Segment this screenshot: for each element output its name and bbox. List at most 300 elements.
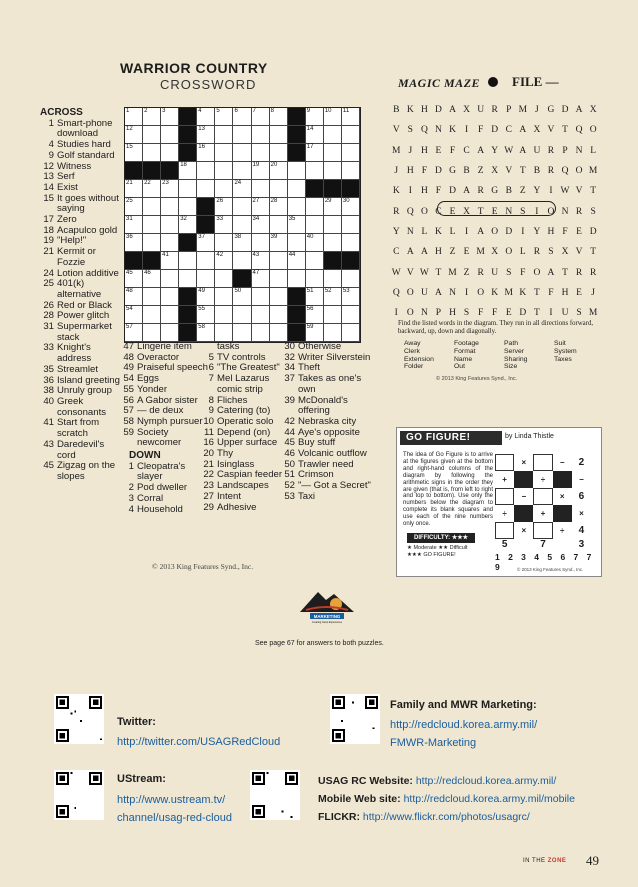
grid-cell[interactable] [233, 288, 251, 306]
maze-letter[interactable]: N [420, 308, 429, 319]
maze-letter[interactable]: S [463, 308, 470, 319]
grid-cell[interactable] [252, 216, 270, 234]
grid-cell[interactable] [161, 252, 179, 270]
grid-cell[interactable] [233, 306, 251, 324]
maze-letter[interactable]: B [393, 105, 400, 116]
maze-letter[interactable]: D [589, 226, 598, 237]
grid-cell[interactable] [179, 216, 197, 234]
maze-letter[interactable]: Y [491, 145, 499, 156]
answer-square[interactable] [495, 522, 514, 539]
maze-letter[interactable]: F [562, 226, 569, 237]
maze-letter[interactable]: A [575, 105, 583, 116]
fmwr-link[interactable]: http://redcloud.korea.army.mil/ [390, 719, 538, 731]
maze-letter[interactable]: S [407, 125, 414, 136]
maze-letter[interactable]: K [406, 105, 415, 116]
maze-letter[interactable]: A [519, 145, 527, 156]
grid-cell[interactable] [270, 216, 288, 234]
maze-letter[interactable]: J [394, 166, 399, 177]
grid-cell[interactable] [125, 306, 143, 324]
grid-cell[interactable] [270, 234, 288, 252]
grid-cell[interactable] [270, 108, 288, 126]
maze-letter[interactable]: E [463, 247, 470, 258]
maze-letter[interactable]: U [561, 308, 569, 319]
grid-cell[interactable] [179, 180, 197, 198]
maze-letter[interactable]: B [505, 186, 513, 197]
maze-letter[interactable]: Z [477, 166, 485, 177]
grid-cell[interactable] [233, 126, 251, 144]
fmwr-link[interactable]: FMWR-Marketing [390, 737, 477, 749]
maze-letter[interactable]: H [435, 247, 443, 258]
maze-letter[interactable]: H [420, 145, 429, 156]
maze-letter[interactable]: E [576, 226, 583, 237]
maze-letter[interactable]: I [394, 308, 399, 319]
maze-letter[interactable]: C [393, 247, 400, 258]
grid-cell[interactable] [125, 108, 143, 126]
maze-letter[interactable]: K [449, 125, 457, 136]
maze-letter[interactable]: N [505, 206, 513, 217]
grid-cell[interactable] [143, 198, 161, 216]
maze-letter[interactable]: U [533, 145, 541, 156]
maze-letter[interactable]: Q [406, 206, 415, 217]
maze-letter[interactable]: S [590, 206, 597, 217]
answer-square[interactable] [495, 454, 514, 471]
grid-cell[interactable] [324, 234, 342, 252]
maze-letter[interactable]: I [464, 226, 469, 237]
crossword-grid[interactable] [124, 107, 361, 343]
maze-letter[interactable]: O [547, 206, 555, 217]
answer-square[interactable] [533, 454, 552, 471]
grid-cell[interactable] [233, 234, 251, 252]
grid-cell[interactable] [125, 180, 143, 198]
maze-letter[interactable]: D [561, 105, 569, 116]
maze-letter[interactable]: I [535, 206, 539, 217]
maze-letter[interactable]: Y [533, 186, 541, 197]
grid-cell[interactable] [143, 180, 161, 198]
maze-letter[interactable]: V [406, 267, 415, 278]
maze-letter[interactable]: X [491, 247, 499, 258]
grid-cell[interactable] [143, 126, 161, 144]
maze-letter[interactable]: G [547, 105, 555, 116]
maze-letter[interactable]: S [548, 247, 555, 258]
maze-letter[interactable]: R [575, 267, 583, 278]
grid-cell[interactable] [143, 234, 161, 252]
grid-cell[interactable] [252, 270, 270, 288]
maze-letter[interactable]: E [505, 308, 513, 319]
maze-letter[interactable]: T [435, 267, 442, 278]
maze-letter[interactable]: U [477, 105, 485, 116]
grid-cell[interactable] [161, 180, 179, 198]
maze-letter[interactable]: G [449, 166, 457, 177]
grid-cell[interactable] [252, 252, 270, 270]
grid-cell[interactable] [252, 108, 270, 126]
ustream-link[interactable]: http://www.ustream.tv/ [117, 794, 226, 806]
grid-cell[interactable] [342, 126, 360, 144]
maze-letter[interactable]: O [533, 267, 541, 278]
maze-letter[interactable]: A [477, 226, 485, 237]
grid-cell[interactable] [233, 324, 251, 342]
maze-letter[interactable]: I [521, 226, 525, 237]
grid-cell[interactable] [233, 252, 251, 270]
grid-cell[interactable] [179, 198, 197, 216]
grid-cell[interactable] [306, 198, 324, 216]
grid-cell[interactable] [342, 216, 360, 234]
grid-cell[interactable] [252, 288, 270, 306]
maze-letter[interactable]: I [549, 186, 554, 197]
maze-letter[interactable]: M [588, 166, 598, 177]
grid-cell[interactable] [270, 144, 288, 162]
maze-letter[interactable]: F [449, 145, 456, 156]
grid-cell[interactable] [179, 270, 197, 288]
maze-letter[interactable]: P [562, 145, 569, 156]
ustream-link[interactable]: channel/usag-red-cloud [117, 812, 232, 824]
grid-cell[interactable] [161, 324, 179, 342]
maze-letter[interactable]: Y [533, 226, 541, 237]
grid-cell[interactable] [215, 216, 233, 234]
grid-cell[interactable] [197, 270, 215, 288]
maze-letter[interactable]: O [505, 247, 513, 258]
grid-cell[interactable] [215, 108, 233, 126]
grid-cell[interactable] [125, 126, 143, 144]
maze-letter[interactable]: V [392, 125, 401, 136]
maze-letter[interactable]: M [476, 247, 486, 258]
grid-cell[interactable] [197, 126, 215, 144]
maze-letter[interactable]: L [421, 226, 428, 237]
grid-cell[interactable] [288, 234, 306, 252]
grid-cell[interactable] [197, 324, 215, 342]
grid-cell[interactable] [324, 144, 342, 162]
maze-letter[interactable]: T [590, 186, 597, 197]
maze-letter[interactable]: F [548, 287, 555, 298]
grid-cell[interactable] [306, 108, 324, 126]
grid-cell[interactable] [270, 126, 288, 144]
maze-letter[interactable]: M [392, 145, 401, 156]
grid-cell[interactable] [125, 288, 143, 306]
maze-letter[interactable]: O [575, 166, 583, 177]
maze-letter[interactable]: H [420, 105, 429, 116]
grid-cell[interactable] [197, 108, 215, 126]
maze-letter[interactable]: M [588, 308, 598, 319]
grid-cell[interactable] [342, 162, 360, 180]
maze-letter[interactable]: I [464, 125, 469, 136]
grid-cell[interactable] [306, 162, 324, 180]
grid-cell[interactable] [143, 108, 161, 126]
maze-letter[interactable]: N [435, 125, 443, 136]
grid-cell[interactable] [270, 162, 288, 180]
maze-letter[interactable]: W [419, 267, 430, 278]
grid-cell[interactable] [324, 108, 342, 126]
twitter-link[interactable]: http://twitter.com/USAGRedCloud [117, 736, 281, 748]
maze-letter[interactable]: K [519, 287, 527, 298]
maze-letter[interactable]: H [561, 287, 569, 298]
maze-letter[interactable]: H [406, 166, 415, 177]
maze-letter[interactable]: I [464, 287, 469, 298]
maze-letter[interactable]: T [533, 287, 541, 298]
grid-cell[interactable] [270, 252, 288, 270]
maze-letter[interactable]: A [420, 247, 429, 258]
grid-cell[interactable] [125, 216, 143, 234]
maze-letter[interactable]: I [549, 308, 554, 319]
grid-cell[interactable] [215, 180, 233, 198]
grid-cell[interactable] [324, 288, 342, 306]
grid-cell[interactable] [215, 126, 233, 144]
maze-letter[interactable]: E [491, 206, 499, 217]
grid-cell[interactable] [233, 180, 251, 198]
maze-letter[interactable]: I [408, 186, 413, 197]
grid-cell[interactable] [342, 108, 360, 126]
maze-letter[interactable]: X [533, 125, 541, 136]
maze-letter[interactable]: R [533, 247, 541, 258]
grid-cell[interactable] [143, 324, 161, 342]
maze-letter[interactable]: Z [463, 267, 470, 278]
grid-cell[interactable] [215, 234, 233, 252]
grid-cell[interactable] [197, 234, 215, 252]
maze-letter[interactable]: R [477, 267, 485, 278]
qr-code-fmwr[interactable] [330, 694, 380, 744]
grid-cell[interactable] [197, 144, 215, 162]
grid-cell[interactable] [252, 180, 270, 198]
maze-letter[interactable]: X [491, 166, 499, 177]
maze-letter[interactable]: P [506, 105, 512, 116]
grid-cell[interactable] [215, 288, 233, 306]
maze-letter[interactable]: E [435, 145, 442, 156]
maze-letter[interactable]: S [506, 267, 512, 278]
qr-code-website[interactable] [250, 770, 300, 820]
maze-letter[interactable]: L [590, 145, 597, 156]
answer-square[interactable] [533, 488, 552, 505]
grid-cell[interactable] [342, 198, 360, 216]
maze-letter[interactable]: H [420, 186, 429, 197]
grid-cell[interactable] [252, 324, 270, 342]
maze-letter[interactable]: J [535, 105, 540, 116]
grid-cell[interactable] [161, 234, 179, 252]
maze-letter[interactable]: W [560, 186, 570, 197]
maze-letter[interactable]: T [533, 308, 541, 319]
grid-cell[interactable] [252, 306, 270, 324]
maze-letter[interactable]: F [477, 125, 484, 136]
grid-cell[interactable] [342, 144, 360, 162]
maze-letter[interactable]: Z [449, 247, 456, 258]
maze-letter[interactable]: Z [519, 186, 527, 197]
maze-letter[interactable]: W [391, 267, 402, 278]
maze-letter[interactable]: O [406, 308, 415, 319]
grid-cell[interactable] [342, 288, 360, 306]
maze-letter[interactable]: N [561, 206, 569, 217]
mobile-link[interactable]: http://redcloud.korea.army.mil/mobile [403, 793, 575, 805]
grid-cell[interactable] [252, 126, 270, 144]
grid-cell[interactable] [306, 216, 324, 234]
grid-cell[interactable] [342, 234, 360, 252]
maze-letter[interactable]: T [562, 267, 569, 278]
grid-cell[interactable] [270, 324, 288, 342]
maze-letter[interactable]: W [504, 145, 514, 156]
maze-letter[interactable]: B [533, 166, 541, 177]
grid-cell[interactable] [288, 180, 306, 198]
grid-cell[interactable] [215, 162, 233, 180]
maze-letter[interactable]: O [477, 287, 485, 298]
grid-cell[interactable] [161, 198, 179, 216]
grid-cell[interactable] [197, 306, 215, 324]
grid-cell[interactable] [306, 144, 324, 162]
maze-letter[interactable]: N [406, 226, 415, 237]
maze-letter[interactable]: U [491, 267, 499, 278]
grid-cell[interactable] [306, 288, 324, 306]
grid-cell[interactable] [233, 162, 251, 180]
grid-cell[interactable] [125, 324, 143, 342]
maze-letter[interactable]: A [463, 186, 471, 197]
grid-cell[interactable] [161, 216, 179, 234]
grid-cell[interactable] [179, 162, 197, 180]
grid-cell[interactable] [215, 198, 233, 216]
maze-letter[interactable]: D [519, 308, 527, 319]
maze-letter[interactable]: T [477, 206, 485, 217]
maze-letter[interactable]: S [576, 308, 583, 319]
maze-letter[interactable]: L [519, 247, 527, 258]
grid-cell[interactable] [161, 144, 179, 162]
maze-letter[interactable]: Y [392, 226, 401, 237]
grid-cell[interactable] [233, 198, 251, 216]
maze-letter[interactable]: C [435, 206, 443, 217]
grid-cell[interactable] [252, 198, 270, 216]
maze-letter[interactable]: R [393, 206, 400, 217]
maze-letter[interactable]: H [449, 308, 457, 319]
grid-cell[interactable] [270, 198, 288, 216]
maze-letter[interactable]: D [435, 105, 443, 116]
grid-cell[interactable] [143, 288, 161, 306]
qr-code-twitter[interactable] [54, 694, 104, 744]
grid-cell[interactable] [233, 216, 251, 234]
grid-cell[interactable] [233, 108, 251, 126]
maze-letter[interactable]: F [492, 308, 498, 319]
maze-letter[interactable]: R [547, 145, 555, 156]
maze-letter[interactable]: X [463, 206, 471, 217]
maze-letter[interactable]: F [435, 186, 442, 197]
grid-cell[interactable] [197, 162, 215, 180]
answer-square[interactable] [495, 488, 514, 505]
grid-cell[interactable] [143, 216, 161, 234]
grid-cell[interactable] [179, 252, 197, 270]
grid-cell[interactable] [270, 180, 288, 198]
grid-cell[interactable] [324, 126, 342, 144]
grid-cell[interactable] [252, 234, 270, 252]
maze-letter[interactable]: V [547, 125, 555, 136]
maze-letter[interactable]: O [420, 206, 429, 217]
grid-cell[interactable] [197, 180, 215, 198]
website-link[interactable]: http://redcloud.korea.army.mil/ [415, 775, 557, 787]
grid-cell[interactable] [306, 306, 324, 324]
maze-letter[interactable]: N [575, 145, 583, 156]
grid-cell[interactable] [143, 144, 161, 162]
grid-cell[interactable] [143, 306, 161, 324]
maze-letter[interactable]: D [505, 226, 513, 237]
maze-letter[interactable]: Q [392, 287, 401, 298]
grid-cell[interactable] [342, 306, 360, 324]
maze-letter[interactable]: R [575, 206, 583, 217]
qr-code-ustream[interactable] [54, 770, 104, 820]
grid-cell[interactable] [161, 306, 179, 324]
maze-letter[interactable]: J [408, 145, 413, 156]
maze-letter[interactable]: E [449, 206, 456, 217]
maze-letter[interactable]: Q [420, 125, 429, 136]
grid-cell[interactable] [161, 270, 179, 288]
grid-cell[interactable] [288, 216, 306, 234]
maze-letter[interactable]: K [392, 186, 401, 197]
maze-letter[interactable]: H [547, 226, 555, 237]
grid-cell[interactable] [215, 306, 233, 324]
maze-letter[interactable]: F [520, 267, 526, 278]
grid-cell[interactable] [288, 270, 306, 288]
grid-cell[interactable] [125, 144, 143, 162]
maze-letter[interactable]: R [589, 267, 597, 278]
maze-letter[interactable]: S [520, 206, 526, 217]
maze-letter[interactable]: U [420, 287, 429, 298]
grid-cell[interactable] [270, 288, 288, 306]
maze-letter[interactable]: X [561, 247, 569, 258]
maze-letter[interactable]: D [435, 166, 443, 177]
grid-cell[interactable] [342, 270, 360, 288]
maze-letter[interactable]: D [449, 186, 457, 197]
grid-cell[interactable] [125, 270, 143, 288]
grid-cell[interactable] [125, 198, 143, 216]
grid-cell[interactable] [233, 144, 251, 162]
grid-cell[interactable] [306, 324, 324, 342]
grid-cell[interactable] [143, 270, 161, 288]
maze-letter[interactable]: R [477, 186, 485, 197]
maze-letter[interactable]: A [406, 247, 415, 258]
maze-letter[interactable]: O [491, 226, 499, 237]
maze-letter[interactable]: B [463, 166, 471, 177]
grid-cell[interactable] [197, 288, 215, 306]
maze-letter[interactable]: A [519, 125, 527, 136]
maze-letter[interactable]: X [463, 105, 471, 116]
maze-letter[interactable]: M [518, 105, 528, 116]
maze-letter[interactable]: A [435, 287, 443, 298]
grid-cell[interactable] [215, 324, 233, 342]
maze-letter[interactable]: F [421, 166, 428, 177]
maze-letter[interactable]: K [491, 287, 499, 298]
maze-letter[interactable]: Q [575, 125, 583, 136]
grid-cell[interactable] [324, 198, 342, 216]
grid-cell[interactable] [161, 288, 179, 306]
maze-letter[interactable]: O [589, 125, 598, 136]
answer-square[interactable] [533, 522, 552, 539]
grid-cell[interactable] [324, 306, 342, 324]
grid-cell[interactable] [215, 270, 233, 288]
grid-cell[interactable] [306, 252, 324, 270]
grid-cell[interactable] [270, 306, 288, 324]
grid-cell[interactable] [288, 198, 306, 216]
grid-cell[interactable] [252, 144, 270, 162]
go-figure-grid[interactable] [495, 454, 591, 550]
maze-letter[interactable]: K [435, 226, 443, 237]
grid-cell[interactable] [324, 216, 342, 234]
maze-letter[interactable]: T [519, 166, 527, 177]
maze-letter[interactable]: V [575, 186, 583, 197]
maze-letter[interactable]: J [591, 287, 596, 298]
maze-letter[interactable]: G [491, 186, 499, 197]
grid-cell[interactable] [342, 324, 360, 342]
maze-letter[interactable]: M [504, 287, 514, 298]
maze-letter[interactable]: T [562, 125, 569, 136]
maze-letter[interactable]: A [477, 145, 485, 156]
maze-letter[interactable]: L [449, 226, 456, 237]
maze-letter[interactable]: Q [561, 166, 569, 177]
maze-letter[interactable]: R [547, 166, 555, 177]
maze-letter[interactable]: C [463, 145, 471, 156]
flickr-link[interactable]: http://www.flickr.com/photos/usagrc/ [362, 811, 530, 823]
maze-letter[interactable]: A [547, 267, 555, 278]
maze-letter[interactable]: T [590, 247, 597, 258]
grid-cell[interactable] [306, 270, 324, 288]
